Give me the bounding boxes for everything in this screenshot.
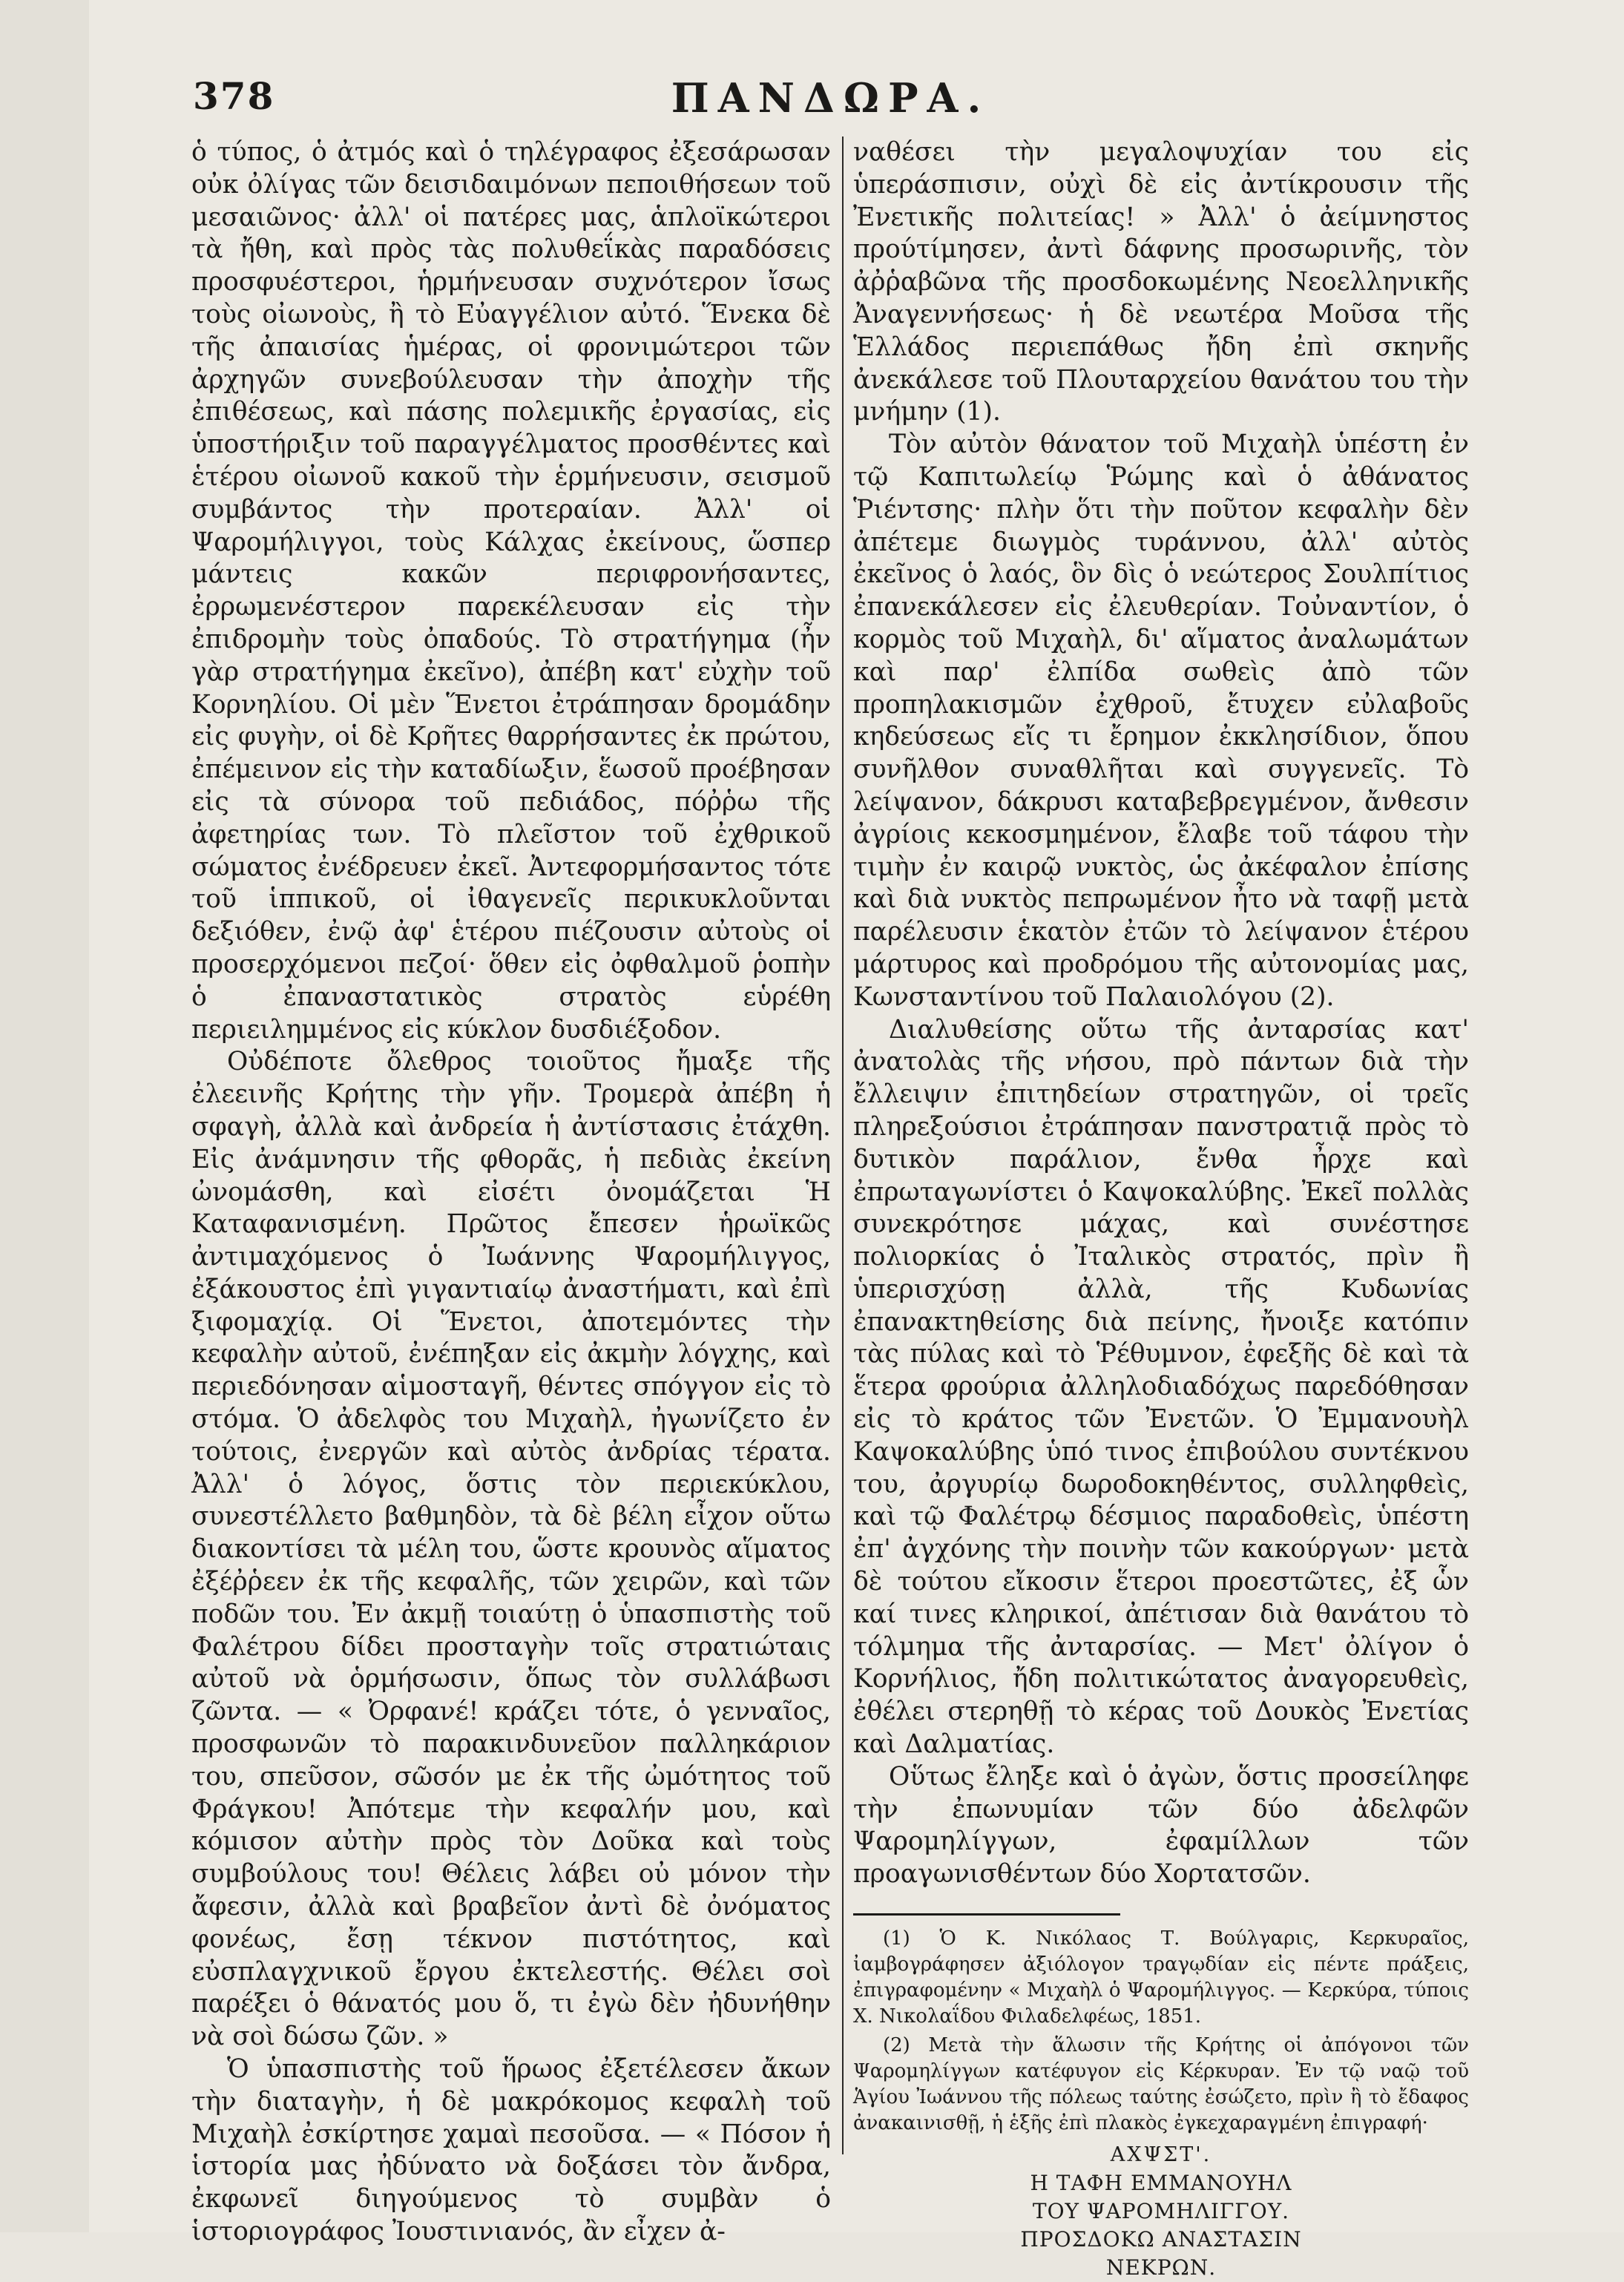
left-column bbox=[191, 137, 831, 2249]
footnote-rule bbox=[853, 1913, 1120, 1916]
journal-title: ΠΑΝΔΩΡΑ. bbox=[671, 74, 990, 122]
left-paragraph-1: ὁ τύπος, ὁ ἀτμός καὶ ὁ τηλέγραφος ἐξεσάρωσαν οὐκ ὀλίγας τῶν δεισιδαιμόνων πεποιθήσεων τοῦ μεσαιῶνος· ἀλλ' οἱ πατέρες μας, ἁπλοϊκώτεροι τὰ ἤθη, καὶ πρὸς τὰς πολυθεΐκὰς παραδόσεις προσφυέστεροι, ἡρμήνευσαν συχνότερον ἴσως τοὺς οἰωνοὺς, ἢ τὸ Εὐαγγέλιον αὐτό. Ἕνεκα δὲ τῆς ἀπαισίας ἡμέρας, οἱ φρονιμώτεροι τῶν ἀρχηγῶν συνεβούλευσαν τὴν ἀποχὴν τῆς ἐπιθέσεως, καὶ πάσης πολεμικῆς ἐργασίας, εἰς ὑποστήριξιν τοῦ παραγγέλματος προσθέντες καὶ ἑτέρου οἰωνοῦ κακοῦ τὴν ἑρμήνευσιν, σεισμοῦ συμβάντος τὴν προτεραίαν. Ἀλλ' οἱ Ψαρομήλιγγοι, τοὺς Κάλχας ἐκείνους, ὥσπερ μάντεις κακῶν περιφρονήσαντες, ἐρρωμενέστερον παρεκέλευσαν εἰς τὴν ἐπιδρομὴν τοὺς ὀπαδούς. Τὸ στρατήγημα (ἦν γὰρ στρατήγημα ἐκεῖνο), ἀπέβη κατ' εὐχὴν τοῦ Κορνηλίου. Οἱ μὲν Ἕνετοι ἐτράπησαν δρομάδην εἰς φυγὴν, οἱ δὲ Κρῆτες θαρρήσαντες ἐκ πρώτου, ἐπέμεινον εἰς τὴν καταδίωξιν, ἕωσοῦ προέβησαν εἰς τὰ σύνορα τοῦ πεδιάδος, πόῤῥω τῆς ἀφετηρίας των. Τὸ πλεῖστον τοῦ ἐχθρικοῦ σώματος ἐνέδρευεν ἐκεῖ. Ἀντεφορμήσαντος τότε τοῦ ἱππικοῦ, οἱ ἰθαγενεῖς περικυκλοῦνται δεξιόθεν, ἐνῷ ἀφ' ἑτέρου πιέζουσιν αὐτοὺς οἱ προσερχόμενοι πεζοί· ὅθεν εἰς ὀφθαλμοῦ ῥοπὴν ὁ ἐπαναστατικὸς στρατὸς εὑρέθη περιειλημμένος εἰς κύκλον δυσδιέξοδον. bbox=[191, 137, 831, 1045]
column-divider bbox=[842, 137, 844, 2154]
page-header bbox=[193, 74, 1468, 126]
right-paragraph-1: ναθέσει τὴν μεγαλοψυχίαν του εἰς ὑπεράσπισιν, οὐχὶ δὲ εἰς ἀντίκρουσιν τῆς Ἐνετικῆς πολιτείας! » Ἀλλ' ὁ ἀείμνηστος προύτίμησεν, ἀντὶ δάφνης προσωρινῆς, τὸν ἀῤῥαβῶνα τῆς προσδοκωμένης Νεοελληνικῆς Ἀναγεννήσεως· ἡ δὲ νεωτέρα Μοῦσα τῆς Ἑλλάδος περιεπάθως ἤδη ἐπὶ σκηνῆς ἀνεκάλεσε τοῦ Πλουταρχείου θανάτου του τὴν μνήμην (1). bbox=[853, 137, 1469, 427]
epitaph-line-1: Η ΤΑΦΗ ΕΜΜΑΝΟΥΗΛ bbox=[1030, 2171, 1292, 2196]
footnotes bbox=[853, 1926, 1469, 2137]
left-paragraph-3: Ὁ ὑπασπιστὴς τοῦ ἥρωος ἐξετέλεσεν ἄκων τὴν διαταγὴν, ἡ δὲ μακρόκομος κεφαλὴ τοῦ Μιχαὴλ ἐσκίρτησε χαμαὶ πεσοῦσα. — « Πόσον ἡ ἱστορία μας ἠδύνατο νὰ δοξάσει τὸν ἄνδρα, ἐκφωνεῖ διηγούμενος τὸ συμβὰν ὁ ἱστοριογράφος Ἰουστινιανός, ἂν εἶχεν ἀ- bbox=[191, 2054, 831, 2246]
footnote-2: (2) Μετὰ τὴν ἅλωσιν τῆς Κρήτης οἱ ἀπόγονοι τῶν Ψαρομηλίγγων κατέφυγον εἰς Κέρκυραν. Ἐν τῷ ναῷ τοῦ Ἁγίου Ἰωάννου τῆς πόλεως ταύτης ἐσώζετο, πρὶν ἢ τὸ ἔδαφος ἀνακαινισθῇ, ἡ ἑξῆς ἐπὶ πλακὸς ἐγκεχαραγμένη ἐπιγραφή· bbox=[853, 2034, 1469, 2135]
epitaph-inscription bbox=[853, 2141, 1469, 2282]
right-column bbox=[853, 137, 1469, 2282]
left-paragraph-2: Οὐδέποτε ὄλεθρος τοιοῦτος ἤμαξε τῆς ἐλεεινῆς Κρήτης τὴν γῆν. Τρομερὰ ἀπέβη ἡ σφαγὴ, ἀλλὰ καὶ ἀνδρεία ἡ ἀντίστασις ἐτάχθη. Εἰς ἀνάμνησιν τῆς φθορᾶς, ἡ πεδιὰς ἐκείνη ὠνομάσθη, καὶ εἰσέτι ὀνομάζεται Ἡ Καταφανισμένη. Πρῶτος ἔπεσεν ἡρωϊκῶς ἀντιμαχόμενος ὁ Ἰωάννης Ψαρομήλιγγος, ἐξάκουστος ἐπὶ γιγαντιαίῳ ἀναστήματι, καὶ ἐπὶ ξιφομαχίᾳ. Οἱ Ἕνετοι, ἀποτεμόντες τὴν κεφαλὴν αὐτοῦ, ἐνέπηξαν εἰς ἀκμὴν λόγχης, καὶ περιεδόνησαν αἱμοσταγῆ, θέντες σπόγγον εἰς τὸ στόμα. Ὁ ἀδελφὸς του Μιχαὴλ, ἠγωνίζετο ἐν τούτοις, ἐνεργῶν καὶ αὐτὸς ἀνδρίας τέρατα. Ἀλλ' ὁ λόγος, ὅστις τὸν περιεκύκλου, συνεστέλλετο βαθμηδὸν, τὰ δὲ βέλη εἶχον οὕτω διακοντίσει τὰ μέλη του, ὥστε κρουνὸς αἵματος ἐξέῤῥεεν ἐκ τῆς κεφαλῆς, τῶν χειρῶν, καὶ τῶν ποδῶν του. Ἐν ἀκμῇ τοιαύτῃ ὁ ὑπασπιστὴς τοῦ Φαλέτρου δίδει προσταγὴν τοῖς στρατιώταις αὐτοῦ νὰ ὁρμήσωσιν, ὅπως τὸν συλλάβωσι ζῶντα. — « Ὀρφανέ! κράζει τότε, ὁ γενναῖος, προσφωνῶν τὸ παρακινδυνεῦον παλληκάριον του, σπεῦσον, σῶσόν με ἐκ τῆς ὠμότητος τοῦ Φράγκου! Ἀπότεμε τὴν κεφαλήν μου, καὶ κόμισον αὐτὴν πρὸς τὸν Δοῦκα καὶ τοὺς συμβούλους του! Θέλεις λάβει οὐ μόνον τὴν ἄφεσιν, ἀλλὰ καὶ βραβεῖον ἀντὶ δὲ ὀνόματος φονέως, ἔσῃ τέκνον πιστότητος, καὶ εὐσπλαγχνικοῦ ἔργου ἐκτελεστής. Θέλει σοὶ παρέξει ὁ θάνατός μου ὅ, τι ἐγὼ δὲν ἠδυνήθην νὰ σοὶ δώσω ζῶν. » bbox=[191, 1047, 831, 2052]
epitaph-line-4: ΝΕΚΡΩΝ. bbox=[1105, 2255, 1217, 2281]
page-edge-shade bbox=[0, 0, 89, 2232]
right-paragraph-3: Διαλυθείσης οὕτω τῆς ἀνταρσίας κατ' ἀνατολὰς τῆς νήσου, πρὸ πάντων διὰ τὴν ἔλλειψιν ἐπιτηδείων στρατηγῶν, οἱ τρεῖς πληρεξούσιοι ἐτράπησαν πανστρατιᾷ πρὸς τὸ δυτικὸν παράλιον, ἔνθα ἦρχε καὶ ἐπρωταγωνίστει ὁ Καψοκαλύβης. Ἐκεῖ πολλὰς συνεκρότησε μάχας, καὶ συνέστησε πολιορκίας ὁ Ἰταλικὸς στρατός, πρὶν ἢ ὑπερισχύσῃ ἀλλὰ, τῆς Κυδωνίας ἐπανακτηθείσης διὰ πείνης, ἤνοιξε κατόπιν τὰς πύλας καὶ τὸ Ῥέθυμνον, ἐφεξῆς δὲ καὶ τὰ ἕτερα φρούρια ἀλληλοδιαδόχως παρεδόθησαν εἰς τὸ κράτος τῶν Ἐνετῶν. Ὁ Ἐμμανουὴλ Καψοκαλύβης ὑπό τινος ἐπιβούλου συντέκνου του, ἀργυρίῳ δωροδοκηθέντος, συλληφθεὶς, καὶ τῷ Φαλέτρῳ δέσμιος παραδοθεὶς, ὑπέστη ἐπ' ἀγχόνης τὴν ποινὴν τῶν κακούργων· μετὰ δὲ τούτου εἴκοσιν ἕτεροι προεστῶτες, ἐξ ὧν καί τινες κληρικοί, ἀπέτισαν διὰ θανάτου τὸ τόλμημα τῆς ἀνταρσίας. — Μετ' ὀλίγον ὁ Κορνήλιος, ἤδη πολιτικώτατος ἀναγορευθεὶς, ἐθέλει στερηθῇ τὸ κέρας τοῦ Δουκὸς Ἐνετίας καὶ Δαλματίας. bbox=[853, 1014, 1469, 1760]
epitaph-heading: ΑΧΨΣΤ'. bbox=[1110, 2143, 1212, 2167]
epitaph-line-2: ΤΟΥ ΨΑΡΟΜΗΛΙΓΓΟΥ. bbox=[1032, 2199, 1290, 2224]
right-paragraph-2: Τὸν αὐτὸν θάνατον τοῦ Μιχαὴλ ὑπέστη ἐν τῷ Καπιτωλείῳ Ῥώμης καὶ ὁ ἀθάνατος Ῥιέντσης· πλὴν ὅτι τὴν ποῦτον κεφαλὴν δὲν ἀπέτεμε διωγμὸς τυράννου, ἀλλ' αὐτὸς ἐκεῖνος ὁ λαός, ὃν δὶς ὁ νεώτερος Σουλπίτιος ἐπανεκάλεσεν εἰς ἐλευθερίαν. Τοὐναντίον, ὁ κορμὸς τοῦ Μιχαὴλ, δι' αἵματος ἀναλωμάτων καὶ παρ' ἐλπίδα σωθεὶς ἀπὸ τῶν προπηλακισμῶν ἐχθροῦ, ἔτυχεν εὐλαβοῦς κηδεύσεως εἴς τι ἔρημον ἐκκλησίδιον, ὅπου συνῆλθον συναθλῆται καὶ συγγενεῖς. Τὸ λείψανον, δάκρυσι καταβεβρεγμένον, ἄνθεσιν ἀγρίοις κεκοσμημένον, ἔλαβε τοῦ τάφου τὴν τιμὴν ἐν καιρῷ νυκτὸς, ὡς ἀκέφαλον ἐπίσης καὶ διὰ νυκτὸς πεπρωμένον ἦτο νὰ ταφῇ μετὰ παρέλευσιν ἑκατὸν ἐτῶν τὸ λείψανον ἑτέρου μάρτυρος καὶ προδρόμου τῆς αὐτονομίας μας, Κωνσταντίνου τοῦ Παλαιολόγου (2). bbox=[853, 430, 1469, 1012]
right-paragraph-4: Οὕτως ἔληξε καὶ ὁ ἀγὼν, ὅστις προσείληφε τὴν ἐπωνυμίαν τῶν δύο ἀδελφῶν Ψαρομηλίγγων, ἐφαμίλλων τῶν προαγωνισθέντων δύο Χορτατσῶν. bbox=[853, 1761, 1469, 1890]
footnote-1: (1) Ὁ Κ. Νικόλαος Τ. Βούλγαρις, Κερκυραῖος, ἰαμβογράφησεν ἀξιόλογον τραγῳδίαν εἰς πέντε πράξεις, ἐπιγραφομένην « Μιχαὴλ ὁ Ψαρομήλιγγος. — Κερκύρα, τύποις Χ. Νικολαΐδου Φιλαδελφέως, 1851. bbox=[853, 1927, 1469, 2028]
epitaph-line-3: ΠΡΟΣΔΟΚΩ ΑΝΑΣΤΑΣΙΝ bbox=[1020, 2227, 1302, 2252]
page-number: 378 bbox=[193, 74, 275, 118]
